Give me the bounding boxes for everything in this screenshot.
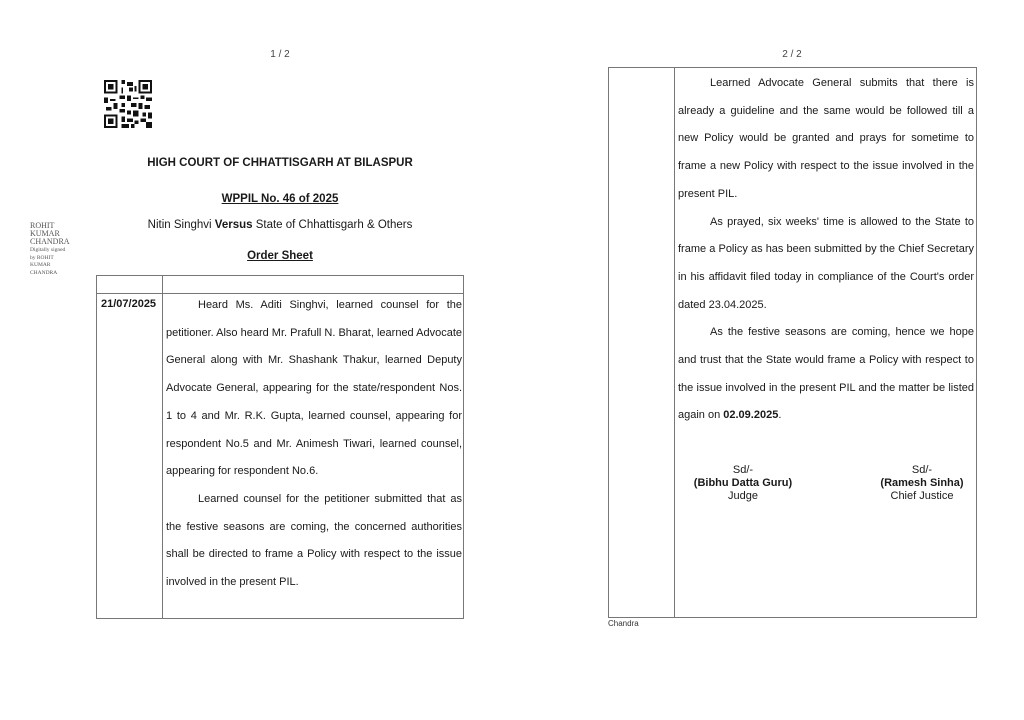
order-paragraph: Learned Advocate General submits that there is already a guideline and the same would be followed till a new Policy would be granted and prays for sometime to frame a new Policy with respect to the issue involved in the present PIL.: [678, 77, 974, 200]
signer-name-line: ROHIT: [30, 221, 55, 230]
order-date: 21/07/2025: [101, 298, 157, 310]
final-paragraph-text: As the festive seasons are coming, hence we hope and trust that the State would frame a Policy with respect to the issue involved in the present PIL and the matter be listed again on: [678, 326, 974, 422]
sd-mark: Sd/-: [732, 464, 754, 476]
signer-name-line: CHANDRA: [30, 237, 70, 246]
digital-sign-line: CHANDRA: [30, 269, 58, 276]
order-paragraph: Heard Ms. Aditi Singhvi, learned counsel for the petitioner. Also heard Mr. Prafull N. Bharat, learned Advocate General along with Mr. Shashank Thakur, learned Deputy Advocate General, appearing for the state/respondent Nos. 1 to 4 and Mr. R.K. Gupta, learned counsel, appearing for respondent No.5 and Mr. Animesh Tiwari, learned counsel, appearing for respondent No.6.: [166, 299, 462, 478]
footer-text: Chandra: [608, 619, 639, 628]
judge-name: (Ramesh Sinha): [880, 477, 964, 489]
order-paragraph: As prayed, six weeks' time is allowed to the State to frame a Policy as has been submitted by the Chief Secretary in his affidavit filed today in compliance of the Court's order dated 23.04.2025.: [678, 215, 974, 311]
versus-label: Versus: [214, 219, 253, 231]
digital-sign-line: by ROHIT: [30, 254, 54, 261]
judge-title: Judge: [728, 490, 758, 502]
chief-justice-signature: [862, 464, 982, 503]
final-paragraph-end: .: [778, 409, 782, 422]
judge-title: Chief Justice: [890, 490, 954, 502]
digital-sign-line: KUMAR: [30, 262, 51, 268]
order-paragraph-final: [678, 319, 974, 430]
signer-name-line: KUMAR: [30, 229, 60, 238]
petitioner-name: Nitin Singhvi: [147, 219, 212, 231]
page-number-left: 1 / 2: [270, 49, 290, 60]
order-text-left: [166, 292, 462, 597]
respondent-name: State of Chhattisgarh & Others: [255, 219, 413, 231]
table-column-divider: [674, 68, 675, 617]
qr-code-icon: [104, 80, 152, 128]
digital-signature-stamp: [30, 222, 70, 276]
case-parties: [96, 219, 464, 231]
next-hearing-date: 02.09.2025: [723, 409, 779, 422]
order-table-right: [608, 67, 977, 618]
digital-sign-line: Digitally signed: [30, 247, 66, 253]
order-paragraph: Learned counsel for the petitioner submitted that as the festive seasons are coming, the concerned authorities shall be directed to frame a Policy with respect to the issue involved in the present PIL.: [166, 492, 462, 589]
case-number: WPPIL No. 46 of 2025: [221, 193, 339, 205]
table-column-divider: [162, 276, 163, 618]
page-number-right: 2 / 2: [782, 49, 802, 60]
judge-signature: [682, 464, 804, 503]
order-table-left: [96, 275, 464, 619]
order-text-right: [678, 70, 974, 430]
court-name: HIGH COURT OF CHHATTISGARH AT BILASPUR: [147, 157, 413, 169]
sd-mark: Sd/-: [911, 464, 933, 476]
judge-name: (Bibhu Datta Guru): [693, 477, 793, 489]
document-title: Order Sheet: [247, 250, 313, 262]
